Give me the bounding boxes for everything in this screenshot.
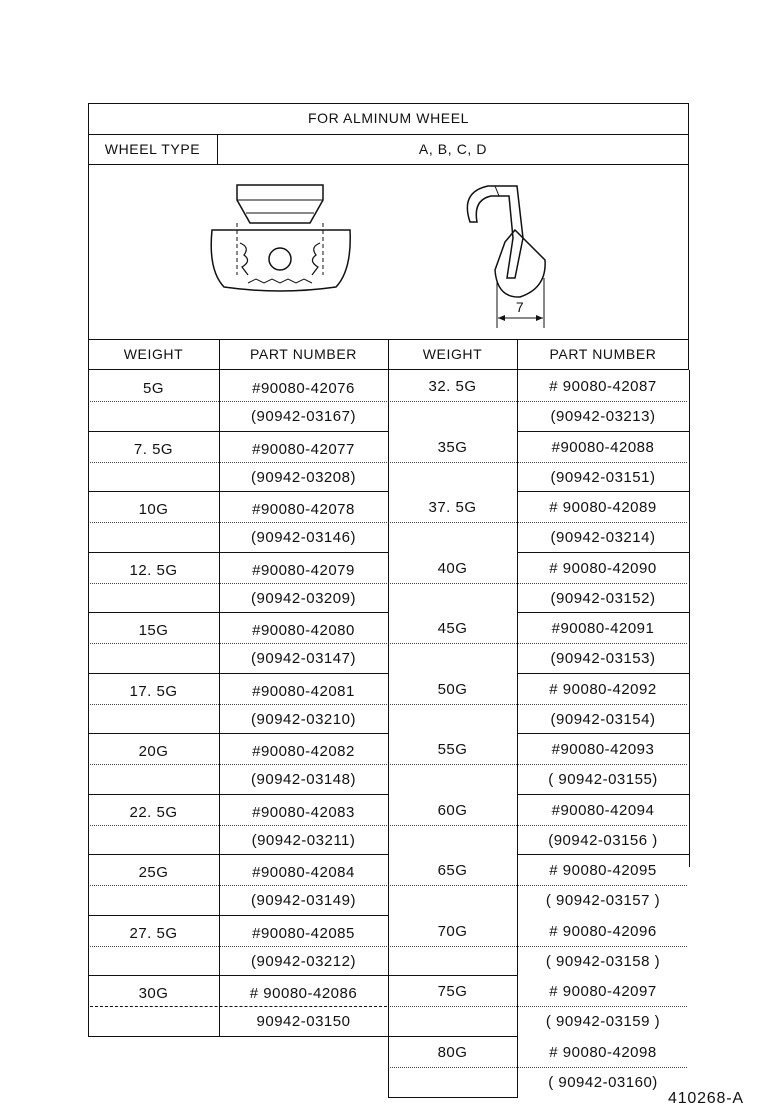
weight-side-body <box>495 230 545 297</box>
wheel-type-divider <box>88 164 689 165</box>
row-mid-divider <box>390 946 687 947</box>
part-number-cell: #90080-42083 <box>252 803 355 821</box>
row-mid-divider <box>390 704 687 705</box>
alt-part-number-cell: ( 90942-03160) <box>548 1073 658 1091</box>
part-number-cell: # 90080-42092 <box>549 680 657 698</box>
alt-part-number-cell: (90942-03210) <box>251 710 356 728</box>
row-mid-divider <box>90 885 387 886</box>
weight-cell: 25G <box>138 864 169 881</box>
row-bottom-border <box>88 854 389 855</box>
row-bottom-border <box>88 673 389 674</box>
row-mid-divider <box>390 401 687 402</box>
weight-front-view-diagram <box>200 175 360 300</box>
alt-part-number-cell: (90942-03211) <box>251 831 356 849</box>
clip-outline <box>237 185 323 223</box>
weight-cell: 27. 5G <box>129 924 178 942</box>
alt-part-number-cell: (90942-03149) <box>251 892 356 909</box>
dimension-label: 7 <box>515 299 525 315</box>
row-bottom-border <box>88 733 389 734</box>
row-mid-divider <box>390 1006 687 1007</box>
wheel-type-label: WHEEL TYPE <box>104 141 201 157</box>
row-bottom-border <box>517 854 689 855</box>
weight-cell: 32. 5G <box>428 378 477 395</box>
row-mid-divider <box>90 462 387 463</box>
row-mid-divider <box>90 946 387 947</box>
table-title: FOR ALMINUM WHEEL <box>307 110 470 126</box>
alt-part-number-cell: (90942-03167) <box>251 408 356 425</box>
weight-center-hole <box>269 248 291 270</box>
part-number-cell: #90080-42076 <box>252 380 355 397</box>
weight-body-outline <box>211 230 350 291</box>
part-number-cell: #90080-42094 <box>551 801 655 819</box>
part-number-cell: #90080-42077 <box>252 440 355 458</box>
wheel-type-value: A, B, C, D <box>418 141 488 157</box>
row-mid-divider <box>90 764 387 765</box>
row-mid-divider <box>390 885 687 886</box>
part-number-cell: #90080-42081 <box>252 682 355 700</box>
alt-part-number-cell: (90942-03154) <box>550 710 656 728</box>
weight-cell: 65G <box>437 862 468 879</box>
weight-cell: 37. 5G <box>428 499 477 516</box>
row-mid-divider <box>90 825 387 826</box>
row-bottom-border <box>517 491 689 492</box>
row-bottom-border <box>88 491 389 492</box>
part-number-cell: #90080-42084 <box>252 864 355 881</box>
row-bottom-border <box>517 794 689 795</box>
row-mid-divider <box>390 1067 687 1068</box>
row-bottom-border <box>88 431 389 432</box>
row-bottom-border <box>88 915 389 916</box>
weight-cell: 30G <box>138 985 169 1002</box>
part-number-cell: #90080-42093 <box>551 741 655 758</box>
alt-part-number-cell: (90942-03147) <box>251 650 356 667</box>
weight-cell: 12. 5G <box>129 561 178 579</box>
clip-hook <box>467 186 523 278</box>
alt-part-number-cell: (90942-03156 ) <box>548 831 658 849</box>
drawing-code: 410268-A <box>668 1090 744 1107</box>
row-top-border <box>388 1036 517 1037</box>
part-number-cell: # 90080-42098 <box>549 1043 657 1061</box>
part-number-cell: #90080-42082 <box>252 743 355 760</box>
weight-cell: 80G <box>437 1043 468 1061</box>
weight-cell: 7. 5G <box>133 440 174 458</box>
row-bottom-border <box>88 552 389 553</box>
alt-part-number-cell: (90942-03152) <box>550 589 656 607</box>
weight-cell: 22. 5G <box>129 803 178 821</box>
header-part-number-left: PART NUMBER <box>250 346 357 362</box>
row-mid-divider <box>390 583 687 584</box>
weight-cell: 55G <box>437 741 468 758</box>
alt-part-number-cell: ( 90942-03159 ) <box>545 1013 661 1030</box>
row-mid-divider <box>390 764 687 765</box>
right-body-bottom-border <box>388 1097 518 1098</box>
alt-part-number-cell: ( 90942-03157 ) <box>545 892 661 909</box>
alt-part-number-cell: ( 90942-03158 ) <box>545 952 661 970</box>
weight-cell: 45G <box>437 620 468 637</box>
part-number-cell: #90080-42080 <box>252 622 355 639</box>
weight-cell: 10G <box>138 501 169 518</box>
part-number-cell: #90080-42091 <box>551 620 655 637</box>
row-bottom-border <box>517 552 689 553</box>
weight-cell: 17. 5G <box>129 682 178 700</box>
alt-part-number-cell: ( 90942-03155) <box>548 771 658 788</box>
header-weight-left: WEIGHT <box>123 346 184 362</box>
part-number-cell: # 90080-42096 <box>549 922 657 940</box>
weight-cell: 5G <box>142 380 164 397</box>
row-bottom-border <box>517 431 689 432</box>
alt-part-number-cell: (90942-03153) <box>550 650 656 667</box>
row-bottom-border <box>88 975 389 976</box>
alt-part-number-cell: (90942-03213) <box>550 408 656 425</box>
title-divider <box>88 134 689 135</box>
header-part-number-right: PART NUMBER <box>549 346 657 362</box>
row-bottom-border <box>88 794 389 795</box>
part-number-cell: # 90080-42086 <box>249 985 358 1002</box>
right-body-outer-border <box>689 370 690 867</box>
row-bottom-border <box>517 733 689 734</box>
alt-part-number-cell: (90942-03209) <box>251 589 356 607</box>
row-bottom-border <box>88 1036 389 1037</box>
part-number-cell: # 90080-42090 <box>549 559 657 577</box>
row-mid-divider <box>90 704 387 705</box>
row-mid-divider <box>90 522 387 523</box>
alt-part-number-cell: (90942-03208) <box>251 468 356 486</box>
row-top-border <box>388 975 517 976</box>
weight-cell: 20G <box>138 743 169 760</box>
part-number-cell: # 90080-42087 <box>549 378 657 395</box>
header-weight-right: WEIGHT <box>422 346 483 362</box>
weight-cell: 70G <box>437 922 468 940</box>
row-bottom-border <box>517 612 689 613</box>
part-number-cell: # 90080-42097 <box>549 983 657 1000</box>
weight-cell: 40G <box>437 559 468 577</box>
weight-cell: 50G <box>437 680 468 698</box>
row-bottom-border <box>517 673 689 674</box>
alt-part-number-cell: (90942-03148) <box>251 771 356 788</box>
part-number-cell: #90080-42079 <box>252 561 355 579</box>
alt-part-number-cell: 90942-03150 <box>256 1013 351 1030</box>
part-number-cell: #90080-42078 <box>252 501 355 518</box>
weight-cell: 35G <box>437 438 468 456</box>
row-mid-divider <box>90 583 387 584</box>
alt-part-number-cell: (90942-03214) <box>550 529 656 546</box>
row-bottom-border <box>88 612 389 613</box>
weight-cell: 15G <box>138 622 169 639</box>
row-mid-divider <box>390 825 687 826</box>
row-mid-divider <box>90 401 387 402</box>
alt-part-number-cell: (90942-03146) <box>251 529 356 546</box>
alt-part-number-cell: (90942-03212) <box>251 952 356 970</box>
row-mid-divider <box>390 643 687 644</box>
part-number-cell: # 90080-42095 <box>549 862 657 879</box>
part-number-cell: #90080-42085 <box>252 924 355 942</box>
row-mid-divider <box>390 462 687 463</box>
weight-cell: 60G <box>437 801 468 819</box>
part-number-cell: # 90080-42089 <box>549 499 657 516</box>
row-mid-divider <box>390 522 687 523</box>
row-mid-divider <box>90 1006 387 1007</box>
part-number-cell: #90080-42088 <box>551 438 655 456</box>
row-mid-divider <box>90 643 387 644</box>
weight-cell: 75G <box>437 983 468 1000</box>
alt-part-number-cell: (90942-03151) <box>550 468 656 486</box>
